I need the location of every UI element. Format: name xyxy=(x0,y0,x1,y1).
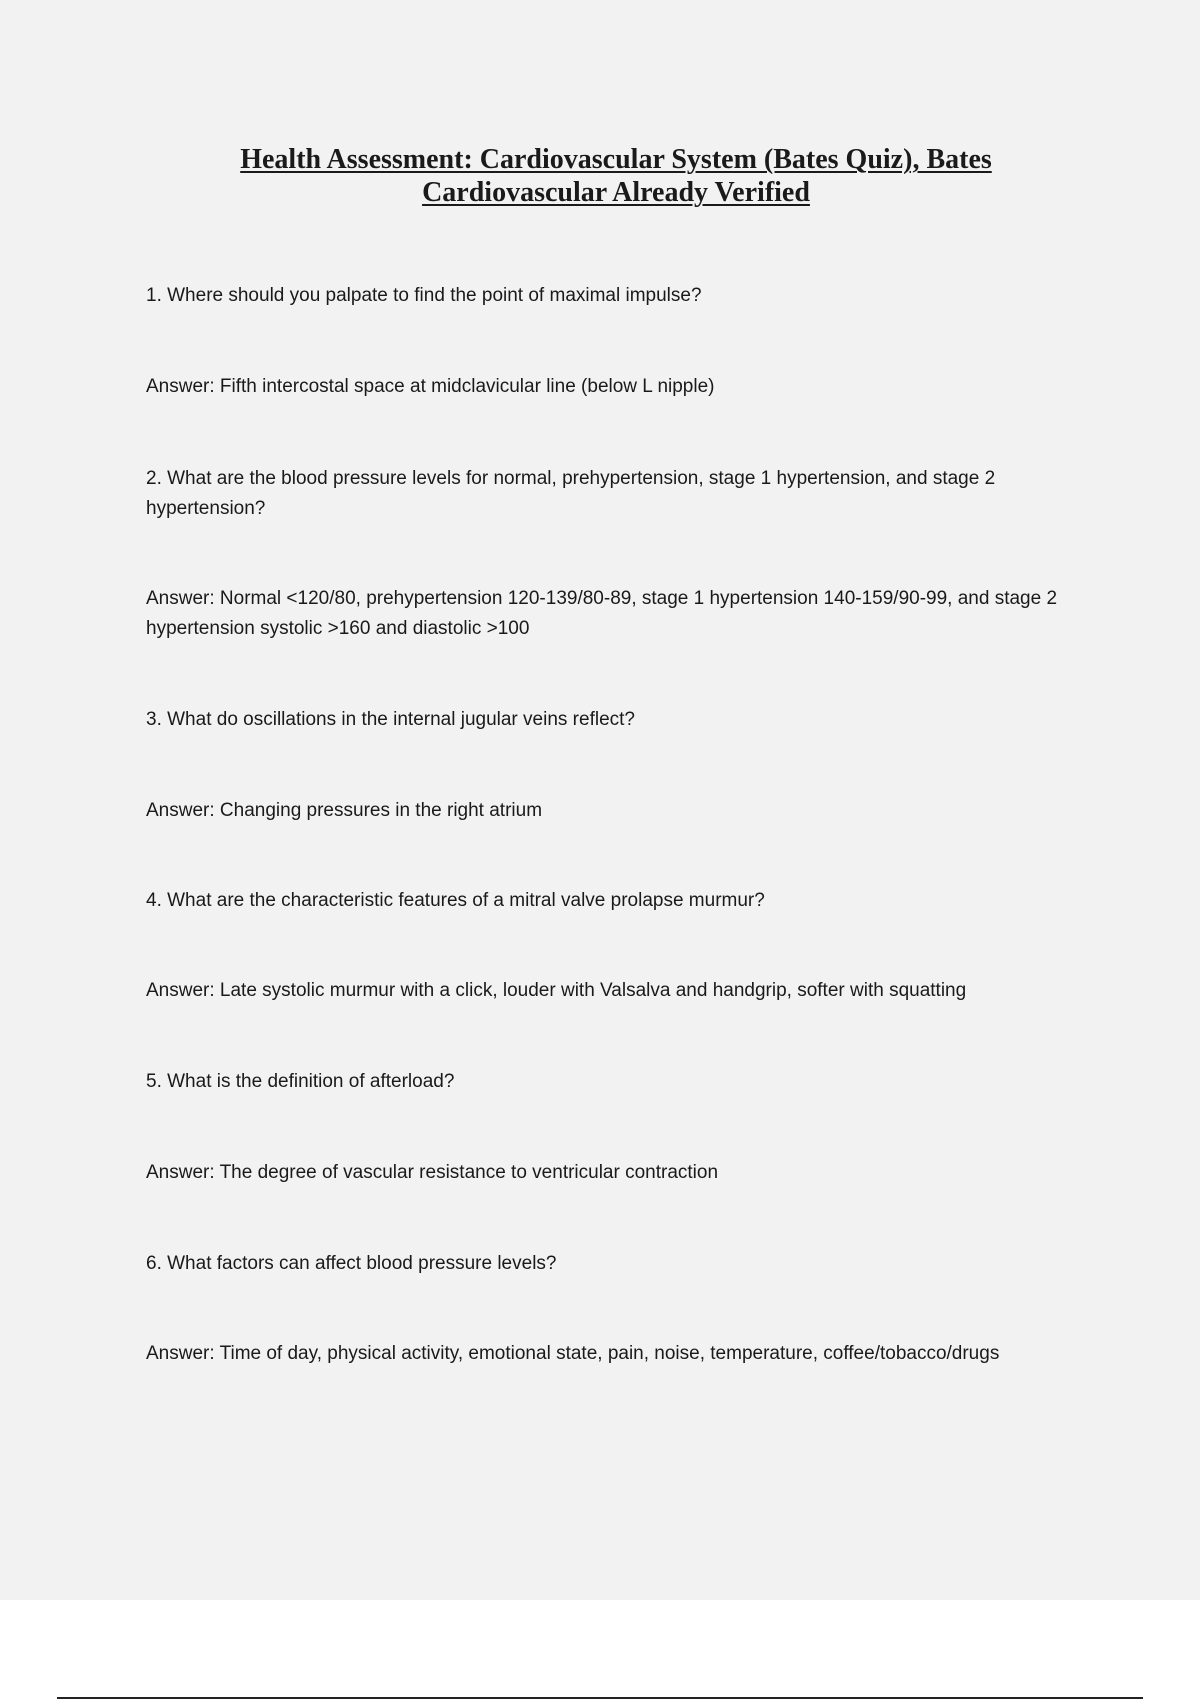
question-1: 1. Where should you palpate to find the point of maximal impulse? xyxy=(146,285,702,306)
answer-3: Answer: Changing pressures in the right atrium xyxy=(146,800,543,821)
question-6: 6. What factors can affect blood pressure levels? xyxy=(146,1253,557,1274)
title-line-1: Health Assessment: Cardiovascular System (Bates Quiz), Bates xyxy=(240,144,992,175)
question-5: 5. What is the definition of afterload? xyxy=(146,1071,455,1092)
question-3: 3. What do oscillations in the internal jugular veins reflect? xyxy=(146,709,635,730)
footer-divider xyxy=(57,1697,1143,1699)
answer-2: Answer: Normal <120/80, prehypertension 120-139/80-89, stage 1 hypertension 140-159/90-99, and stage 2 hypertension systolic >160 and diastolic >100 xyxy=(146,588,1058,639)
title-line-2: Cardiovascular Already Verified xyxy=(422,177,810,208)
question-4: 4. What are the characteristic features of a mitral valve prolapse murmur? xyxy=(146,890,765,911)
question-2: 2. What are the blood pressure levels for normal, prehypertension, stage 1 hypertension, and stage 2 hypertension? xyxy=(146,468,996,519)
answer-1: Answer: Fifth intercostal space at midclavicular line (below L nipple) xyxy=(146,376,715,397)
answer-5: Answer: The degree of vascular resistance to ventricular contraction xyxy=(146,1162,719,1183)
answer-4: Answer: Late systolic murmur with a click, louder with Valsalva and handgrip, softer with squatting xyxy=(146,980,967,1001)
answer-6: Answer: Time of day, physical activity, emotional state, pain, noise, temperature, coffee/tobacco/drugs xyxy=(146,1343,1000,1364)
document-title xyxy=(0,143,1200,209)
